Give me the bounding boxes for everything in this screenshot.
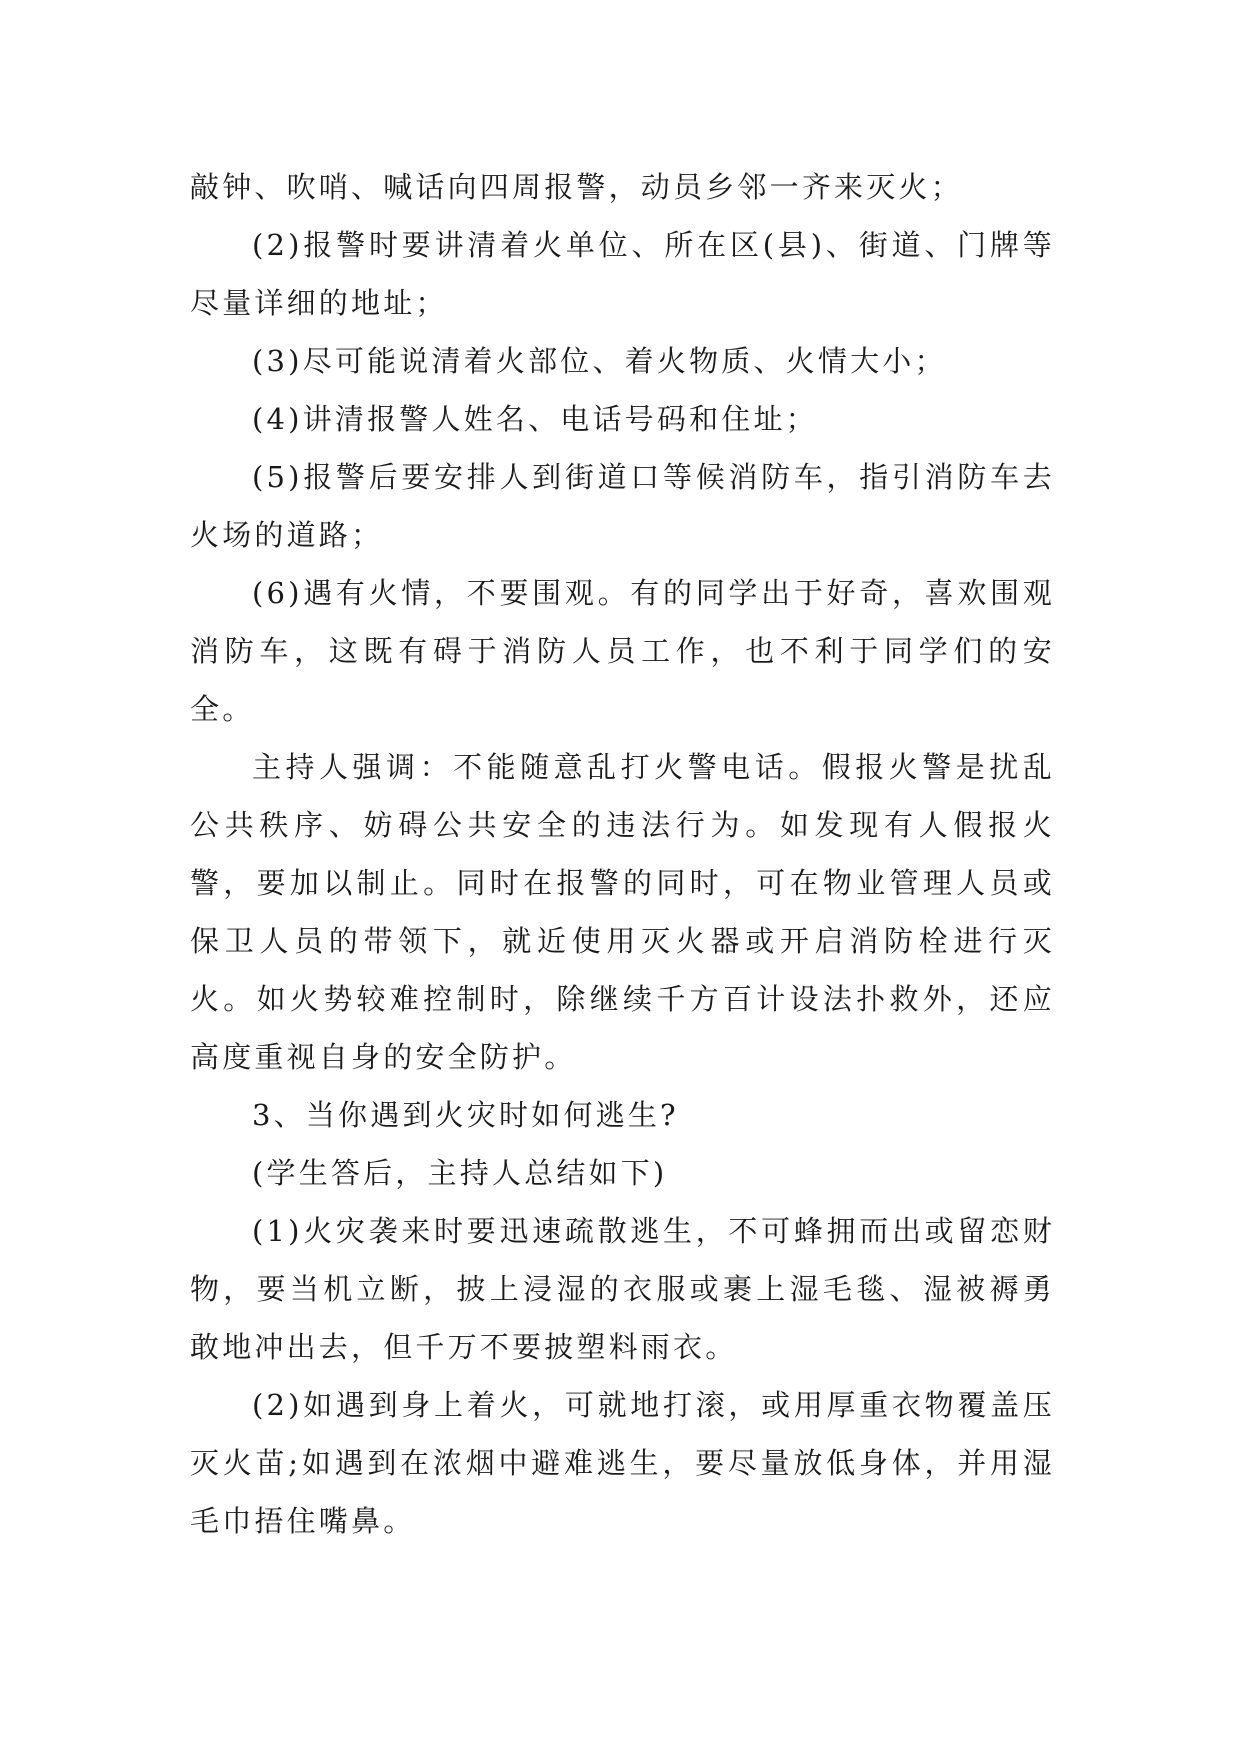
paragraph-escape-1: (1)火灾袭来时要迅速疏散逃生，不可蜂拥而出或留恋财物，要当机立断，披上浸湿的衣服或裹上湿毛毯、湿被褥勇敢地冲出去，但千万不要披塑料雨衣。 <box>190 1214 1055 1364</box>
document-body <box>190 158 1055 1550</box>
section-question-3: 3、当你遇到火灾时如何逃生? <box>252 1098 679 1132</box>
paragraph-item-3: (3)尽可能说清着火部位、着火物质、火情大小； <box>252 344 947 378</box>
paragraph-continuation: 敲钟、吹哨、喊话向四周报警，动员乡邻一齐来灭火； <box>190 170 963 204</box>
paragraph-host-emphasis: 主持人强调：不能随意乱打火警电话。假报火警是扰乱公共秩序、妨碍公共安全的违法行为。如发现有人假报火警，要加以制止。同时在报警的同时，可在物业管理人员或保卫人员的带领下，就近使用灭火器或开启消防栓进行灭火。如火势较难控制时，除继续千方百计设法扑救外，还应高度重视自身的安全防护。 <box>190 750 1055 1074</box>
paragraph-item-4: (4)讲清报警人姓名、电话号码和住址； <box>252 402 818 436</box>
paragraph-summary-note: (学生答后，主持人总结如下) <box>252 1156 668 1190</box>
paragraph-item-5: (5)报警后要安排人到街道口等候消防车，指引消防车去火场的道路； <box>190 460 1055 552</box>
paragraph-escape-2: (2)如遇到身上着火，可就地打滚，或用厚重衣物覆盖压灭火苗;如遇到在浓烟中避难逃生，要尽量放低身体，并用湿毛巾捂住嘴鼻。 <box>190 1388 1055 1538</box>
paragraph-item-6: (6)遇有火情，不要围观。有的同学出于好奇，喜欢围观消防车，这既有碍于消防人员工作，也不利于同学们的安全。 <box>190 576 1055 726</box>
paragraph-item-2: (2)报警时要讲清着火单位、所在区(县)、街道、门牌等尽量详细的地址； <box>190 228 1055 320</box>
